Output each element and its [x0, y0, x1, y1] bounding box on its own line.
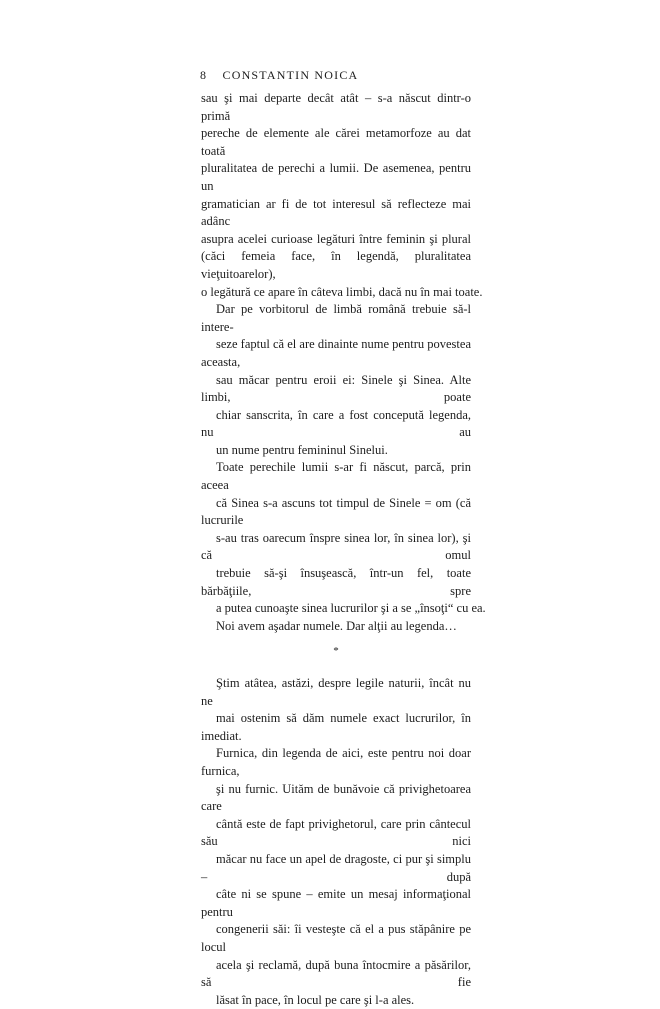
text-line: Ştim atâtea, astăzi, despre legile naturii, încât nu ne	[201, 676, 471, 708]
paragraph	[201, 90, 483, 301]
text-line: trebuie să-şi însuşească, într-un fel, toate bărbăţiile, spre	[201, 566, 471, 598]
text-block-before-separator	[201, 90, 486, 635]
text-line: acela şi reclamă, după buna întocmire a păsărilor, să fie	[201, 957, 471, 990]
text-line: pluralitatea de perechi a lumii. De asemenea, pentru un	[201, 161, 471, 193]
text-line: că Sinea s-a ascuns tot timpul de Sinele = om (că lucrurile	[201, 495, 471, 528]
running-head: CONSTANTIN NOICA	[222, 68, 359, 82]
paragraph	[201, 301, 471, 459]
text-block-after-separator	[201, 675, 471, 1009]
text-line: sau măcar pentru eroii ei: Sinele şi Sinea. Alte limbi, poate	[201, 372, 471, 405]
text-line: Noi avem aşadar numele. Dar alţii au legenda…	[216, 618, 457, 633]
text-line: asupra acelei curioase legături între feminin şi plural	[201, 231, 471, 246]
text-line: congenerii săi: îi vesteşte că el a pus stăpânire pe locul	[201, 922, 471, 954]
text-line: lăsat în pace, în locul pe care şi l-a ales.	[216, 992, 415, 1007]
text-line: a putea cunoaşte sinea lucrurilor şi a se „însoţi“ cu ea.	[216, 601, 486, 616]
paragraph	[201, 459, 486, 617]
text-line: chiar sanscrita, în care a fost concepută legenda, nu au	[201, 407, 471, 440]
text-line: Furnica, din legenda de aici, este pentru noi doar furnica,	[201, 746, 471, 778]
text-line: seze faptul că el are dinainte nume pentru povestea aceasta,	[201, 337, 471, 369]
paragraph	[201, 618, 471, 636]
text-line: pereche de elemente ale cărei metamorfoze au dat toată	[201, 126, 471, 158]
text-line: sau şi mai departe decât atât – s-a născut dintr-o primă	[201, 91, 471, 123]
text-line: s-au tras oarecum înspre sinea lor, în sinea lor), şi că omul	[201, 530, 471, 563]
text-line: şi nu furnic. Uităm de bunăvoie că privighetoarea care	[201, 781, 471, 814]
text-line: măcar nu face un apel de dragoste, ci pur şi simplu – după	[201, 851, 471, 884]
text-line: o legătură ce apare în câteva limbi, dacă nu în mai toate.	[201, 284, 483, 299]
page-number: 8	[200, 68, 207, 82]
section-separator: *	[333, 645, 339, 658]
text-line: un nume pentru femininul Sinelui.	[216, 442, 388, 457]
paragraph	[201, 675, 471, 1009]
text-line: (căci femeia face, în legendă, pluralitatea vieţuitoarelor),	[201, 249, 471, 281]
text-line: mai ostenim să dăm numele exact lucrurilor, în imediat.	[201, 711, 471, 743]
text-line: câte ni se spune – emite un mesaj informaţional pentru	[201, 887, 471, 919]
text-line: Toate perechile lumii s-ar fi născut, parcă, prin aceea	[201, 460, 471, 493]
page-body	[201, 90, 486, 1009]
page-header	[200, 68, 358, 83]
text-line: cântă este de fapt privighetorul, care prin cântecul său nici	[201, 816, 471, 849]
text-line: gramatician ar fi de tot interesul să reflecteze mai adânc	[201, 196, 471, 229]
text-line: Dar pe vorbitorul de limbă română trebuie să-l intere-	[201, 302, 471, 334]
